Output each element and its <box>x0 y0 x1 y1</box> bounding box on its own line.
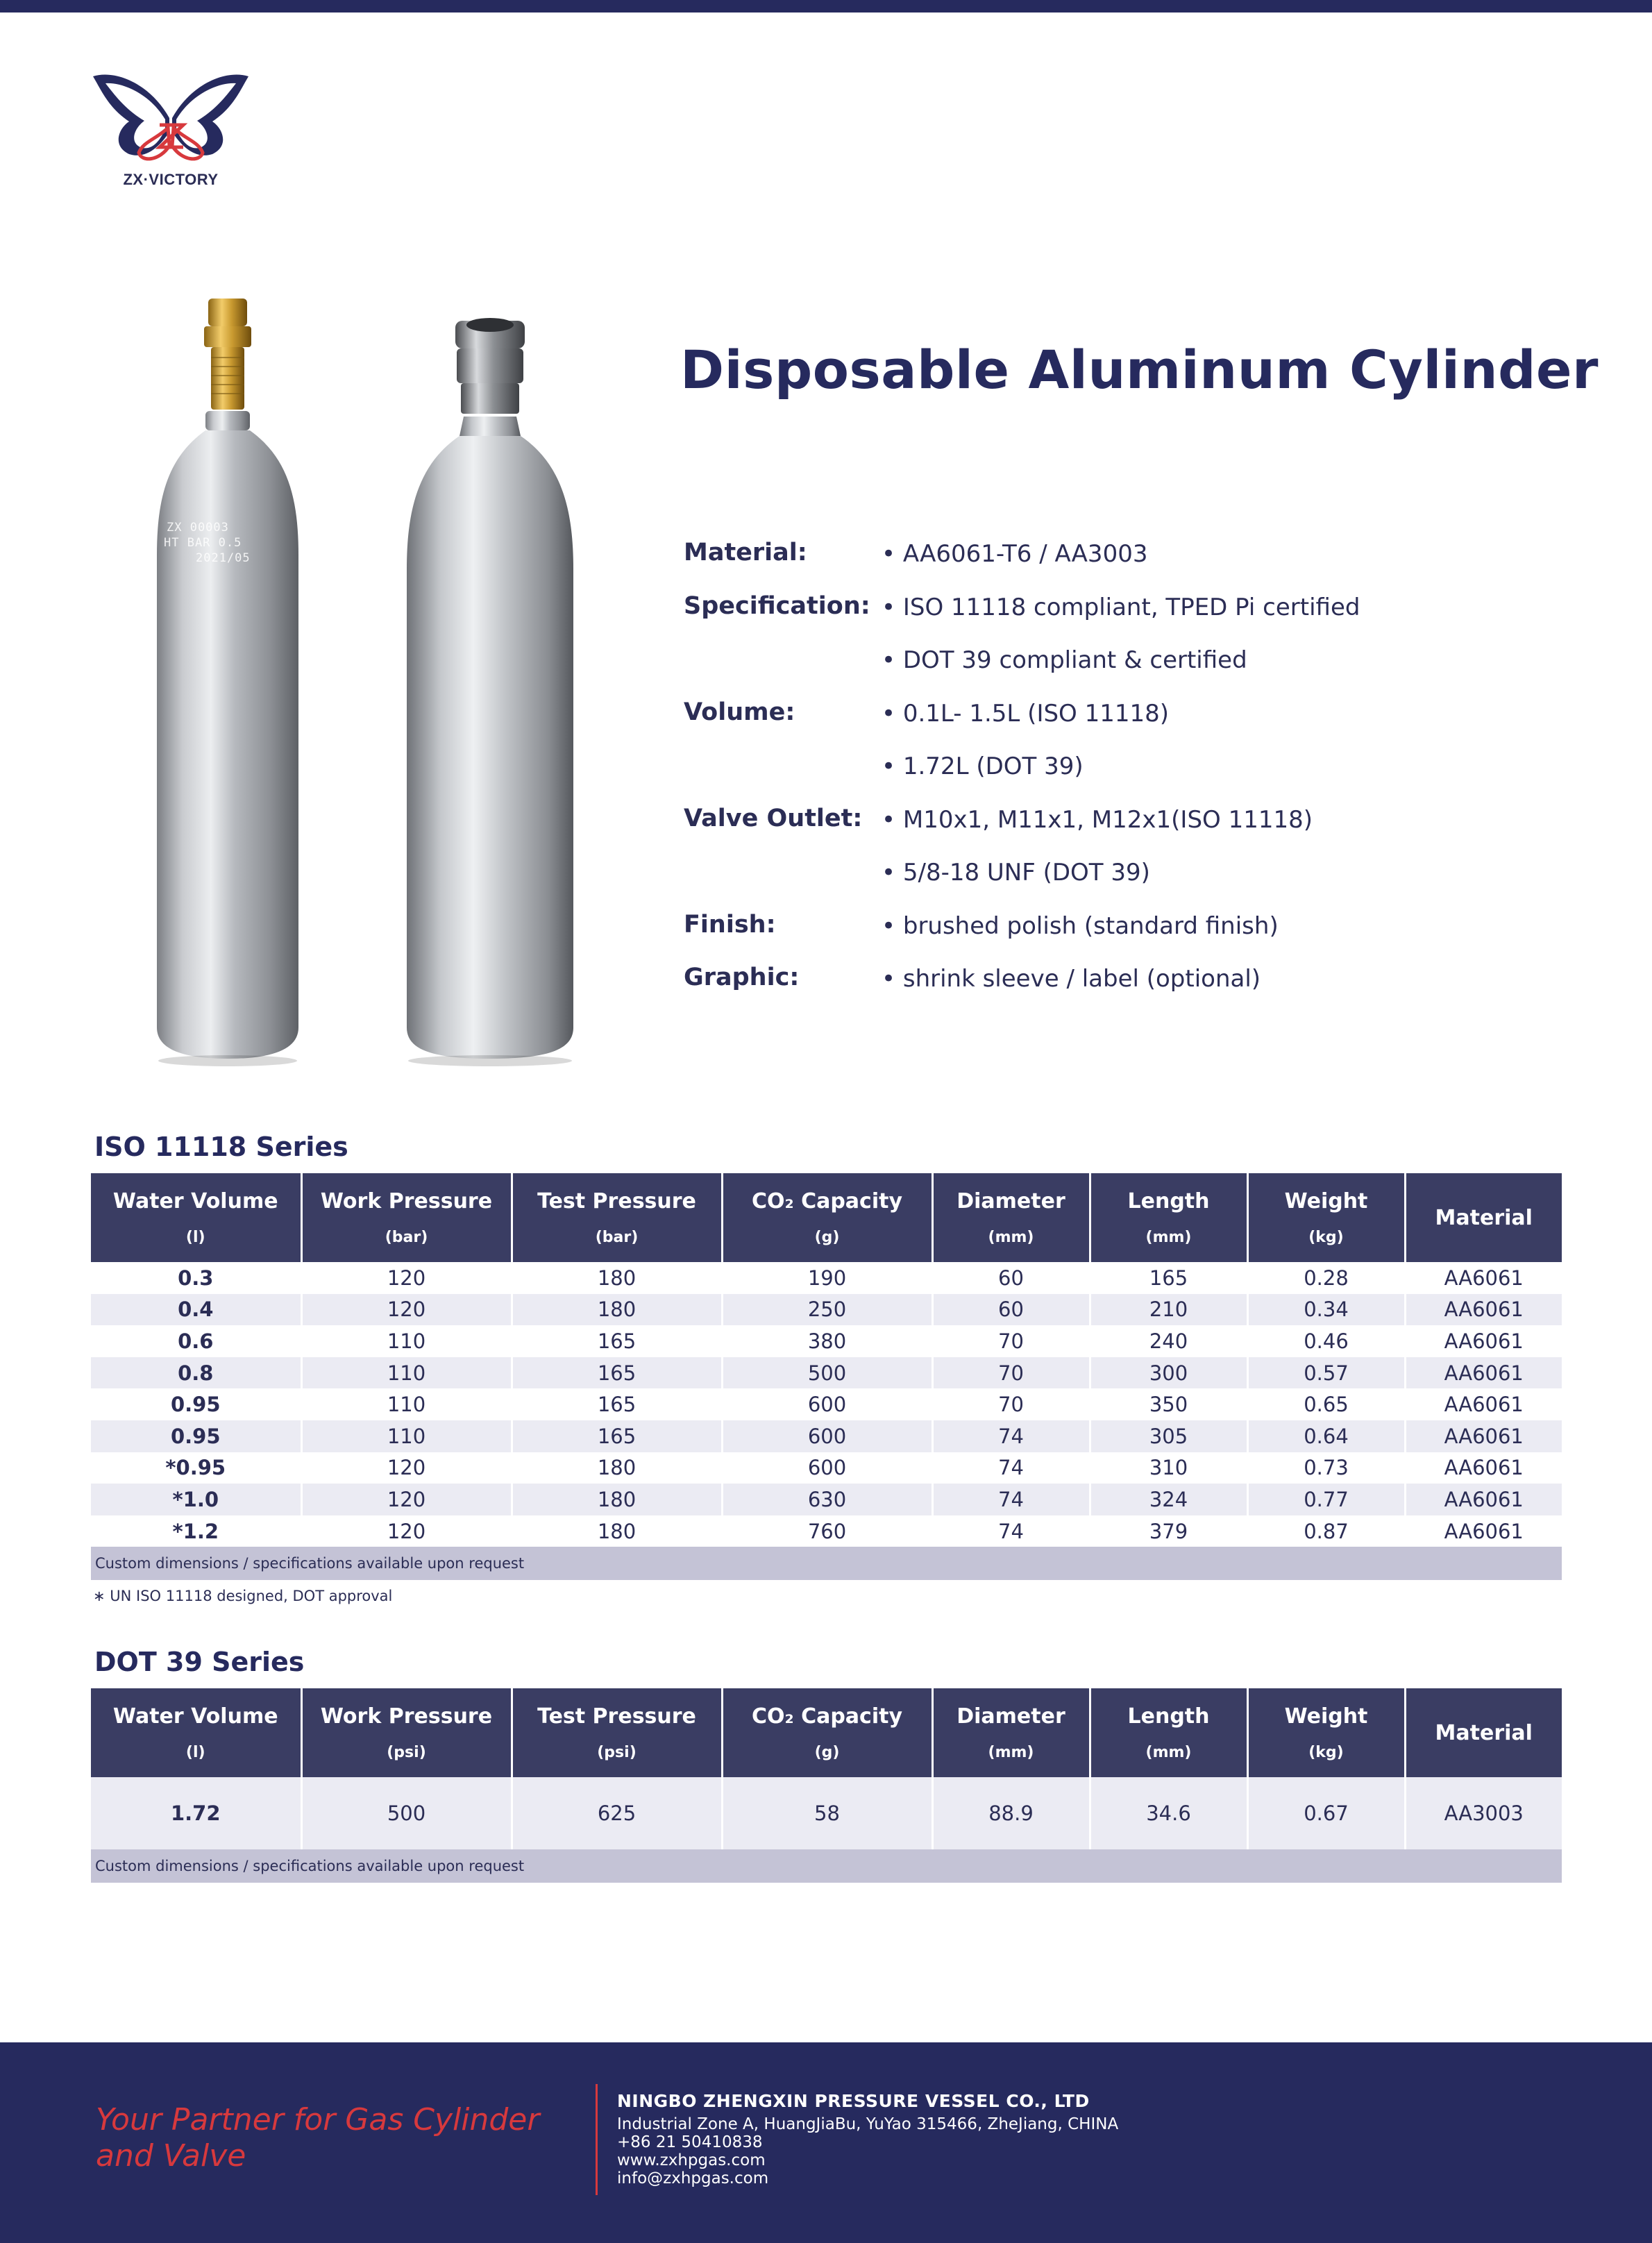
company-name: NINGBO ZHENGXIN PRESSURE VESSEL CO., LTD <box>617 2091 1090 2111</box>
table-cell: 120 <box>301 1515 512 1547</box>
company-phone: +86 21 50410838 <box>617 2133 763 2151</box>
table-cell: 0.67 <box>1247 1777 1405 1849</box>
table-cell: 0.8 <box>91 1357 301 1389</box>
cylinder-with-chrome-valve-image <box>389 312 583 1069</box>
table-cell: 379 <box>1090 1515 1247 1547</box>
table-header-row <box>91 1688 1562 1777</box>
spec-value: • DOT 39 compliant & certified <box>882 646 1247 674</box>
table-cell: 88.9 <box>932 1777 1090 1849</box>
table-cell: 0.28 <box>1247 1262 1405 1294</box>
spec-row-valve-outlet <box>684 805 1586 858</box>
spec-row-material <box>684 539 1586 592</box>
table-row <box>91 1388 1562 1420</box>
table-cell: 625 <box>512 1777 722 1849</box>
table-cell: 74 <box>932 1484 1090 1515</box>
table-cell: 600 <box>722 1420 932 1452</box>
spec-label: Volume: <box>684 698 795 726</box>
table-cell: 74 <box>932 1420 1090 1452</box>
table-cell: AA6061 <box>1405 1515 1562 1547</box>
table-cell: 60 <box>932 1294 1090 1326</box>
column-header: Test Pressure (psi) <box>512 1688 722 1777</box>
spec-label: Finish: <box>684 910 776 939</box>
table-row <box>91 1420 1562 1452</box>
spec-label: Material: <box>684 539 807 566</box>
table-cell: 300 <box>1090 1357 1247 1389</box>
table-cell: 600 <box>722 1388 932 1420</box>
column-header: Weight (kg) <box>1247 1173 1405 1262</box>
table-cell: AA6061 <box>1405 1452 1562 1484</box>
table-row <box>91 1325 1562 1357</box>
table-cell: 350 <box>1090 1388 1247 1420</box>
spec-value: • AA6061-T6 / AA3003 <box>882 540 1148 568</box>
table-cell: 165 <box>512 1357 722 1389</box>
company-email[interactable]: info@zxhpgas.com <box>617 2169 769 2187</box>
table-cell: 0.64 <box>1247 1420 1405 1452</box>
spec-row-valve-outlet-2 <box>684 857 1586 911</box>
table-cell: 120 <box>301 1484 512 1515</box>
table-cell: 210 <box>1090 1294 1247 1326</box>
spec-label: Specification: <box>684 591 870 620</box>
table-cell: 180 <box>512 1452 722 1484</box>
table-cell: 380 <box>722 1325 932 1357</box>
table-cell: 305 <box>1090 1420 1247 1452</box>
table-cell: 500 <box>301 1777 512 1849</box>
table-cell: 324 <box>1090 1484 1247 1515</box>
column-header: Water Volume (l) <box>91 1173 301 1262</box>
table-cell: AA6061 <box>1405 1357 1562 1389</box>
table-cell: *1.2 <box>172 1519 219 1543</box>
table-row <box>91 1294 1562 1326</box>
table-cell: 250 <box>722 1294 932 1326</box>
table-cell: 760 <box>722 1515 932 1547</box>
brand-name: ZX·VICTORY <box>123 171 219 188</box>
table-note: Custom dimensions / specifications available upon request <box>91 1547 1562 1580</box>
table-row <box>91 1515 1562 1547</box>
table-cell: 600 <box>722 1452 932 1484</box>
table-cell: 165 <box>1090 1262 1247 1294</box>
table-cell: 120 <box>301 1452 512 1484</box>
table-row <box>91 1777 1562 1849</box>
table-cell: 1.72 <box>91 1777 301 1849</box>
spec-value: • 5/8-18 UNF (DOT 39) <box>882 859 1150 887</box>
table-cell: AA6061 <box>1405 1294 1562 1326</box>
spec-label: Valve Outlet: <box>684 804 863 832</box>
table-cell: 0.77 <box>1247 1484 1405 1515</box>
column-header: Diameter (mm) <box>932 1688 1090 1777</box>
column-header: Water Volume (l) <box>91 1688 301 1777</box>
column-header: Weight (kg) <box>1247 1688 1405 1777</box>
table-cell: 180 <box>512 1484 722 1515</box>
company-website[interactable]: www.zxhpgas.com <box>617 2151 766 2169</box>
table-header-row <box>91 1173 1562 1262</box>
table-cell: 58 <box>722 1777 932 1849</box>
table-cell: 70 <box>932 1325 1090 1357</box>
butterfly-logo-icon <box>87 69 254 167</box>
table-cell: 165 <box>512 1420 722 1452</box>
table-cell: 0.95 <box>91 1420 301 1452</box>
spec-row-volume <box>684 698 1586 752</box>
iso-series-title: ISO 11118 Series <box>94 1132 348 1162</box>
column-header: Test Pressure (bar) <box>512 1173 722 1262</box>
table-note: Custom dimensions / specifications available upon request <box>91 1849 1562 1883</box>
table-cell: AA6061 <box>1405 1484 1562 1515</box>
spec-value: • M10x1, M11x1, M12x1(ISO 11118) <box>882 805 1313 834</box>
column-header: Work Pressure (bar) <box>301 1173 512 1262</box>
company-info <box>617 2091 1118 2187</box>
table-cell: *0.95 <box>165 1456 226 1480</box>
tagline-line-1: Your Partner for Gas Cylinder <box>96 2102 540 2137</box>
column-header: Length (mm) <box>1090 1688 1247 1777</box>
column-header: Work Pressure (psi) <box>301 1688 512 1777</box>
table-cell: AA6061 <box>1405 1388 1562 1420</box>
table-cell: 190 <box>722 1262 932 1294</box>
spec-row-specification <box>684 592 1586 646</box>
company-address: Industrial Zone A, HuangJiaBu, YuYao 315466, ZheJiang, CHINA <box>617 2115 1119 2133</box>
dot-series-title: DOT 39 Series <box>94 1647 305 1677</box>
table-cell: 165 <box>512 1388 722 1420</box>
cylinder-stamp-line-2: HT BAR 0.5 <box>164 536 242 550</box>
table-cell: 0.6 <box>178 1329 214 1353</box>
column-header: Length (mm) <box>1090 1173 1247 1262</box>
table-cell: 0.3 <box>178 1266 214 1290</box>
table-cell: 180 <box>512 1515 722 1547</box>
table-cell: 310 <box>1090 1452 1247 1484</box>
table-cell: 180 <box>512 1294 722 1326</box>
table-cell: 240 <box>1090 1325 1247 1357</box>
spec-value: • 1.72L (DOT 39) <box>882 753 1084 780</box>
table-note-row <box>91 1547 1562 1580</box>
column-header: CO₂ Capacity (g) <box>722 1688 932 1777</box>
column-header: Diameter (mm) <box>932 1173 1090 1262</box>
table-cell: 70 <box>932 1388 1090 1420</box>
table-cell: 0.4 <box>91 1294 301 1326</box>
spec-row-finish <box>684 911 1586 964</box>
table-cell: 110 <box>301 1357 512 1389</box>
table-row <box>91 1484 1562 1515</box>
spec-row-volume-2 <box>684 751 1586 805</box>
table-cell: 0.95 <box>170 1393 221 1417</box>
column-header: CO₂ Capacity (g) <box>722 1173 932 1262</box>
table-cell: 120 <box>301 1294 512 1326</box>
table-cell: 165 <box>512 1325 722 1357</box>
table-cell: 0.65 <box>1247 1388 1405 1420</box>
table-cell: 120 <box>301 1262 512 1294</box>
tagline-line-2: and Valve <box>96 2138 246 2174</box>
spec-row-specification-2 <box>684 645 1586 698</box>
table-row <box>91 1357 1562 1389</box>
table-cell: 0.34 <box>1247 1294 1405 1326</box>
table-cell: 0.57 <box>1247 1357 1405 1389</box>
table-cell: AA6061 <box>1405 1325 1562 1357</box>
table-cell: 74 <box>932 1452 1090 1484</box>
spec-list <box>684 539 1586 1017</box>
table-cell: 34.6 <box>1090 1777 1247 1849</box>
table-cell: AA3003 <box>1405 1777 1562 1849</box>
spec-row-graphic <box>684 964 1586 1017</box>
cylinder-stamp-line-3: 2021/05 <box>196 551 251 565</box>
table-row <box>91 1262 1562 1294</box>
table-cell: 0.73 <box>1247 1452 1405 1484</box>
table-cell: 70 <box>932 1357 1090 1389</box>
tagline <box>96 2102 539 2174</box>
dot-series-table <box>91 1688 1562 1883</box>
table-cell: 60 <box>932 1262 1090 1294</box>
column-header: Material <box>1405 1173 1562 1262</box>
table-cell: AA6061 <box>1405 1262 1562 1294</box>
spec-value: • ISO 11118 compliant, TPED Pi certified <box>882 593 1360 621</box>
table-cell: 180 <box>512 1262 722 1294</box>
table-cell: 110 <box>301 1420 512 1452</box>
table-cell: 74 <box>932 1515 1090 1547</box>
table-note-row <box>91 1849 1562 1883</box>
spec-value: • shrink sleeve / label (optional) <box>882 965 1261 993</box>
table-cell: *1.0 <box>91 1484 301 1515</box>
spec-value: • 0.1L- 1.5L (ISO 11118) <box>882 699 1170 728</box>
iso-series-table <box>91 1173 1562 1580</box>
spec-label: Graphic: <box>684 964 800 991</box>
footer-divider <box>596 2084 598 2195</box>
column-header: Material <box>1405 1688 1562 1777</box>
table-cell: AA6061 <box>1405 1420 1562 1452</box>
table-cell: 500 <box>722 1357 932 1389</box>
spec-value: • brushed polish (standard finish) <box>882 912 1279 940</box>
table-cell: 630 <box>722 1484 932 1515</box>
table-cell: 0.87 <box>1247 1515 1405 1547</box>
top-bar <box>0 0 1652 12</box>
footer <box>0 2042 1652 2243</box>
table-cell: 110 <box>301 1388 512 1420</box>
table-cell: 0.46 <box>1247 1325 1405 1357</box>
cylinder-stamp-line-1: ZX 00003 <box>167 521 229 535</box>
iso-footnote: ∗ UN ISO 11118 designed, DOT approval <box>93 1588 393 1604</box>
table-row <box>91 1452 1562 1484</box>
table-cell: 110 <box>301 1325 512 1357</box>
brand-logo <box>87 69 254 194</box>
cylinder-with-brass-valve-image <box>139 292 319 1069</box>
page-title: Disposable Aluminum Cylinder <box>680 339 1599 401</box>
